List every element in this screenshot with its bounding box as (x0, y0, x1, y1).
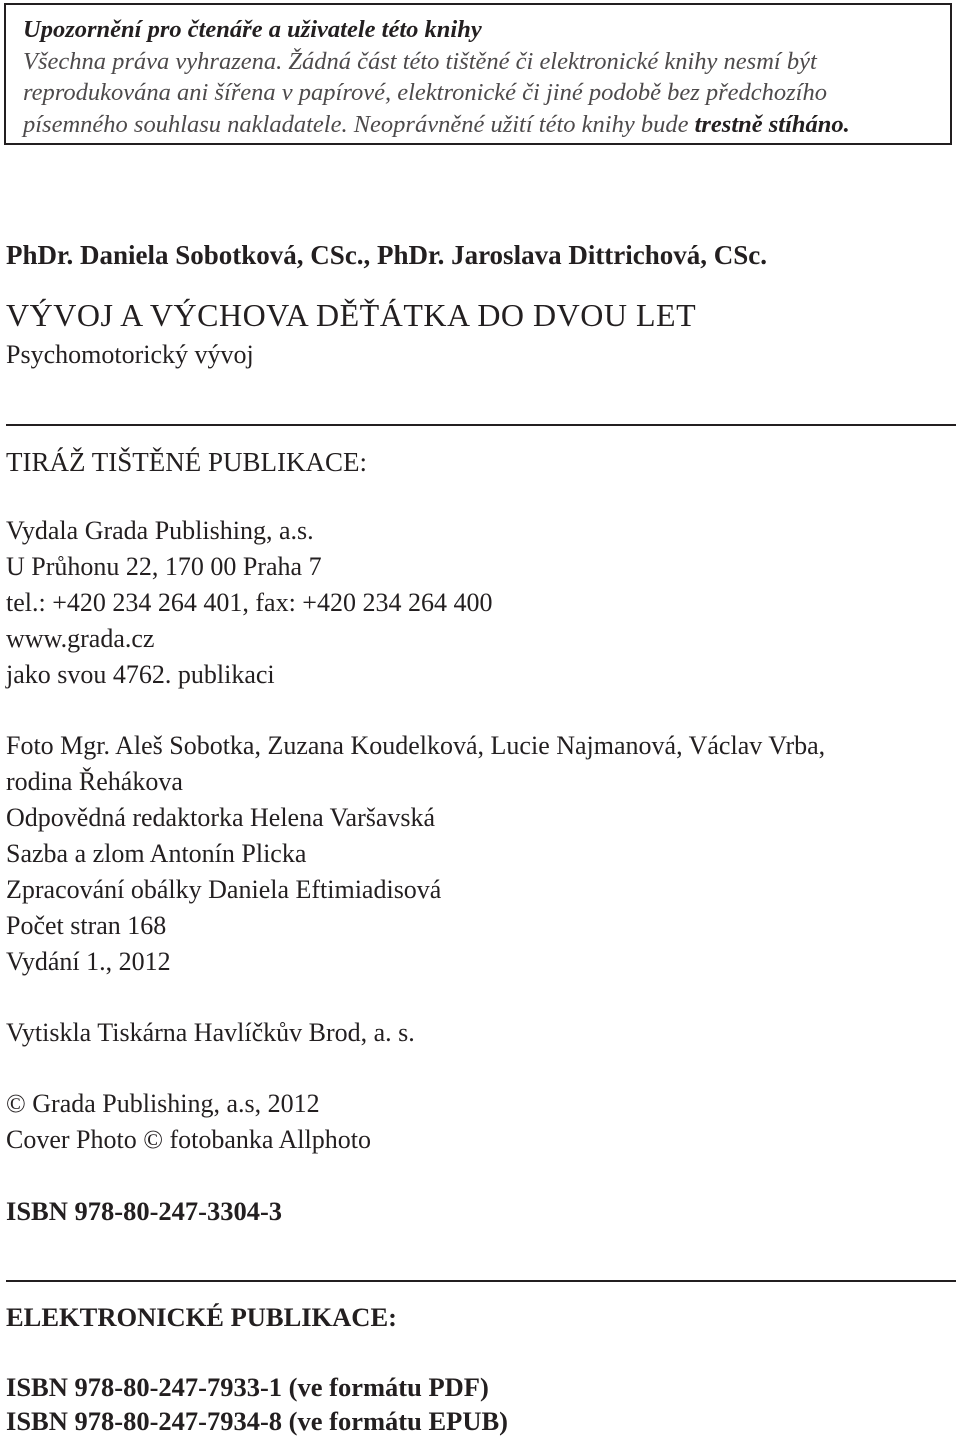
copyright-notice-box (4, 3, 952, 145)
book-subtitle: Psychomotorický vývoj (6, 340, 254, 369)
book-title: VÝVOJ A VÝCHOVA DĚŤÁTKA DO DVOU LET (6, 297, 697, 333)
printer: Vytiskla Tiskárna Havlíčkův Brod, a. s. (6, 1018, 415, 1047)
notice-title: Upozornění pro čtenáře a uživatele této knihy (23, 16, 482, 43)
editor: Odpovědná redaktorka Helena Varšavská (6, 803, 436, 832)
publication-number: jako svou 4762. publikaci (6, 660, 275, 689)
print-heading: TIRÁŽ TIŠTĚNÉ PUBLIKACE: (6, 447, 367, 477)
website: www.grada.cz (6, 624, 155, 653)
cover-design: Zpracování obálky Daniela Eftimiadisová (6, 875, 442, 904)
publisher: Vydala Grada Publishing, a.s. (6, 516, 314, 545)
photo-credits-cont: rodina Řehákova (6, 767, 183, 796)
notice-line-3 (23, 109, 950, 141)
typesetting: Sazba a zlom Antonín Plicka (6, 839, 307, 868)
isbn-epub: ISBN 978-80-247-7934-8 (ve formátu EPUB) (6, 1406, 508, 1436)
divider-print (6, 424, 956, 426)
notice-warning: trestně stíháno. (694, 110, 850, 138)
notice-line-3-text: písemného souhlasu nakladatele. Neoprávněné užití této knihy bude (23, 110, 695, 138)
phone-fax: tel.: +420 234 264 401, fax: +420 234 264 400 (6, 588, 493, 617)
page-count: Počet stran 168 (6, 911, 167, 940)
notice-line-1: Všechna práva vyhrazena. Žádná část této tištěné či elektronické knihy nesmí být (23, 47, 817, 75)
divider-electronic (6, 1280, 956, 1282)
address: U Průhonu 22, 170 00 Praha 7 (6, 552, 322, 581)
electronic-heading: ELEKTRONICKÉ PUBLIKACE: (6, 1302, 397, 1332)
isbn-print: ISBN 978-80-247-3304-3 (6, 1196, 283, 1226)
photo-credits: Foto Mgr. Aleš Sobotka, Zuzana Koudelková, Lucie Najmanová, Václav Vrba, (6, 731, 826, 760)
edition: Vydání 1., 2012 (6, 947, 171, 976)
cover-photo-credit: Cover Photo © fotobanka Allphoto (6, 1125, 371, 1154)
notice-line-2: reprodukována ani šířena v papírové, elektronické či jiné podobě bez předchozího (23, 79, 827, 106)
isbn-pdf: ISBN 978-80-247-7933-1 (ve formátu PDF) (6, 1372, 489, 1402)
copyright: © Grada Publishing, a.s, 2012 (6, 1089, 320, 1118)
authors: PhDr. Daniela Sobotková, CSc., PhDr. Jaroslava Dittrichová, CSc. (6, 240, 768, 270)
